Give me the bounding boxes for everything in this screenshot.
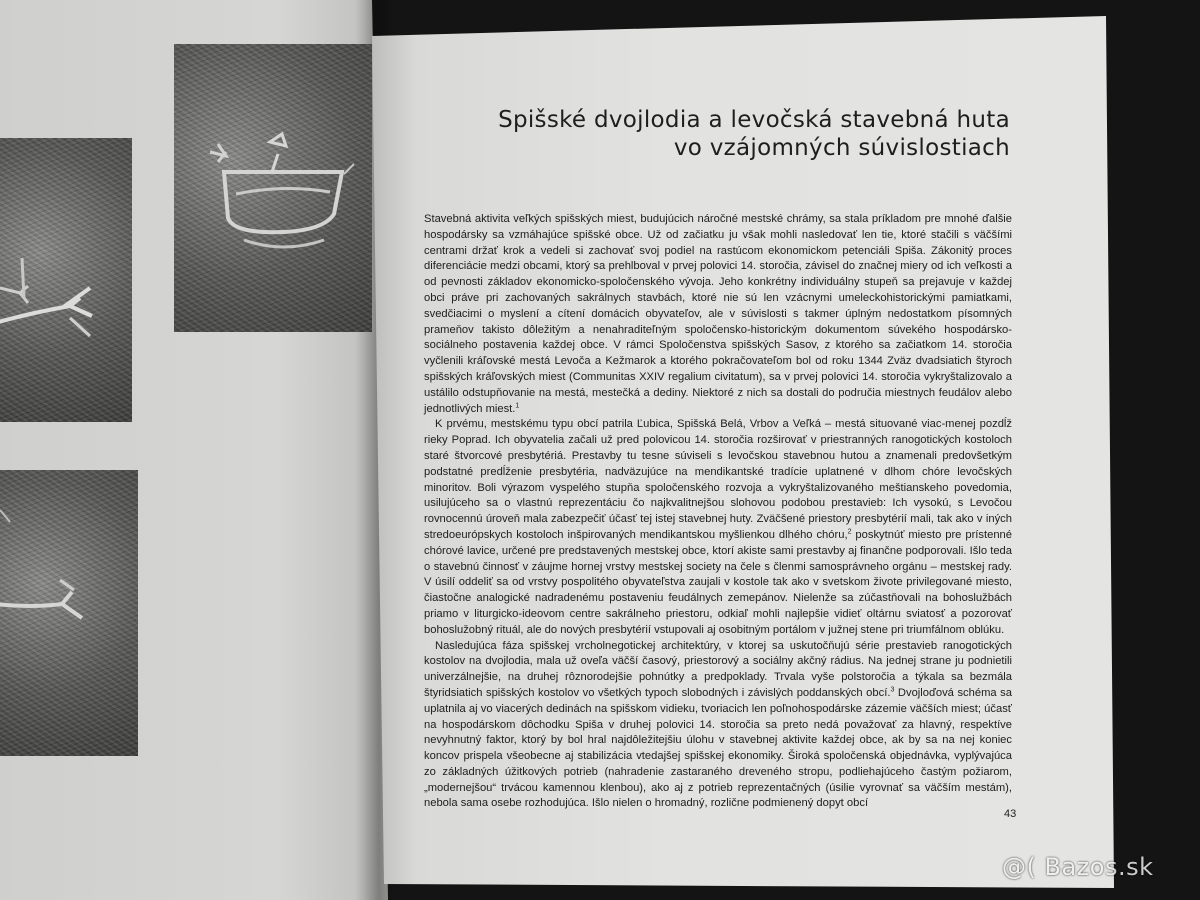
relief-photo-bottom <box>0 470 138 756</box>
watermark-logo: @( Bazos.sk <box>1002 853 1154 881</box>
carved-boat-drawing <box>174 44 372 332</box>
carved-line-drawing <box>0 470 138 756</box>
chapter-title <box>440 106 1010 162</box>
footnote-1-marker: 1 <box>515 401 520 409</box>
footnote-2-marker: 2 <box>847 528 852 536</box>
paragraph-2: K prvému, mestskému typu obcí patrila Ľubica, Spišská Belá, Vrbov a Veľká – mestá situované viac-menej pozdĺž rieky Poprad. Ich obyvatelia začali už pred polovicou 14. storočia rozširovať v priestranných ranogotických kostoloch staré štvorcové presbytériá. Prestavby tu tesne súviseli s levočskou stavebnou hutou a znamenali predovšetkým podstatné predĺženie presbytéria, nadväzujúce na mendikantské tradície uplatnené v dlhom chóre levočských minoritov. Boli výrazom vyspelého stupňa spoločenského rozvoja a vykryštalizovaného meštianskeho povedomia, usilujúceho sa o vlastnú reprezentáciu čo najkvalitnejšou slohovou podobou prestavieb: Ich vysokú, s Levočou rovnocennú úroveň mala zabezpečiť účasť tej istej stavebnej huty. Zväčšené priestory presbytérií mali, tak ako v iných stredoeurópskych kostoloch inšpirovaných mendikantskou myšlienkou dlhého chóru,$^2$ poskytnúť miesto pre prístenné chórové lavice, určené pre predstavených mestskej obce, ktorí akiste sami prestavby aj finančne podporovali. Išlo teda o stavebnú činnosť v záujme hornej vrstvy mestskej society na čele s členmi samosprávneho orgánu – mestskej rady. V úsilí oddeliť sa od vrstvy pospolitého obyvateľstva zaujali v kostole tak ako v svetskom živote privilegované miesto, čiastočne analogické nadradenému postaveniu feudálnych zemepánov. Nielenže sa zúčastňovali na bohoslužbách priamo v liturgicko-ideovom centre sakrálneho priestoru, odkiaľ mohli najlepšie vidieť oltárnu sviatosť a pozorovať bohoslužobný rituál, ale do nových presbytérií vstupovali aj osobitným portálom v južnej stene pri triumfálnom oblúku. <box>424 418 1013 636</box>
relief-photo-top <box>174 44 372 332</box>
chapter-title-line-2: vo vzájomných súvislostiach <box>673 135 1010 161</box>
footnote-3-marker: 3 <box>890 686 895 694</box>
paragraph-3: Nasledujúca fáza spišskej vrcholnegotickej architektúry, v ktorej sa uskutočňujú série prestavieb ranogotických kostolov na dvojlodia, mala už oveľa väčší časový, priestorový a sociálny akčný rádius. Na jednej strane ju podnietili univerzálnejšie, na druhej rôznorodejšie pohnútky a predpoklady. Trvala vyše polstoročia a týkala sa bezmála štyridsiatich spišských kostolov vo všetkých typoch slobodných i závislých poddanských obcí.$^3$ Dvojloďová schéma sa uplatnila aj vo viacerých dedinách na spišskom vidieku, tvoriacich len poľnohospodárske zázemie väčších miest; účasť na hospodárskom dôchodku Spiša v druhej polovici 14. storočia sa preto nedá považovať za hlavný, respektíve nevyhnutný faktor, ktorý by bol hral najdôležitejšiu úlohu v stavebnej aktivite každej obce, ak by sa na nej koniec koncov prispela všeobecne aj stabilizácia vtedajšej spišskej ekonomiky. Široká spoločenská objednávka, vyplývajúca zo základných úžitkových potrieb (nahradenie zastaraného dreveného stropu, podliehajúceho častým požiarom, „modernejšou“ trvácou kamennou klenbou), ako aj z potrieb reprezentačných (úsilie vyrovnať sa väčším mestám), nebola sama osebe rozhodujúca. Išlo nielen o hromadný, rozlične podmienený dopyt obcí <box>424 639 1012 810</box>
page-number: 43 <box>1004 808 1017 820</box>
chapter-title-line-1: Spišské dvojlodia a levočská stavebná huta <box>498 107 1010 133</box>
carved-figure-drawing <box>0 138 132 422</box>
relief-photo-middle <box>0 138 132 422</box>
body-text <box>424 212 1013 810</box>
paragraph-1: Stavebná aktivita veľkých spišských miest, budujúcich náročné mestské chrámy, sa stala príkladom pre mnohé ďalšie hospodársky sa vzmáhajúce spišské obce. Už od začiatku ju však mohli nasledovať len tie, ktoré stačili s väčšími centrami držať krok a vedeli si zachovať svoj podiel na rastúcom ekonomickom petenciáli Spiša. Zákonitý proces diferenciácie medzi obcami, ktorý sa prehlboval v prvej polovici 14. storočia, závisel do značnej miery od ich veľkosti a od pevnosti základov ekonomicko-spoločenského vývoja. Jeho konkrétny individuálny stupeň sa prejavuje v každej obci práve pri zachovaných sakrálnych stavbách, ktoré nie sú len vzácnymi umeleckohistorickými pamiatkami, svedčiacimi o myslení a cítení domácich obyvateľov, ale v súvislosti s takmer úplným nedostatkom písomných prameňov takisto dôležitým a nenahraditeľným spoločensko-historickým dokumentom súvekého hospodársko-sociálneho postavenia každej obce. V rámci Spoločenstva spišských Sasov, z ktorého sa začiatkom 14. storočia vyčlenili kráľovské mestá Levoča a Kežmarok a ktorého pokračovateľom bol od roku 1344 Zväz dvadsiatich štyroch spišských kráľovských miest (Communitas XXIV regalium civitatum), sa v prvej polovici 14. storočia vykryštalizovalo a ustálilo odstupňovanie na mestá, mestečká a dediny. Niektoré z nich sa dostali do područia miestnych feudálov alebo jednotlivých miest.$^1$ <box>424 213 1012 415</box>
